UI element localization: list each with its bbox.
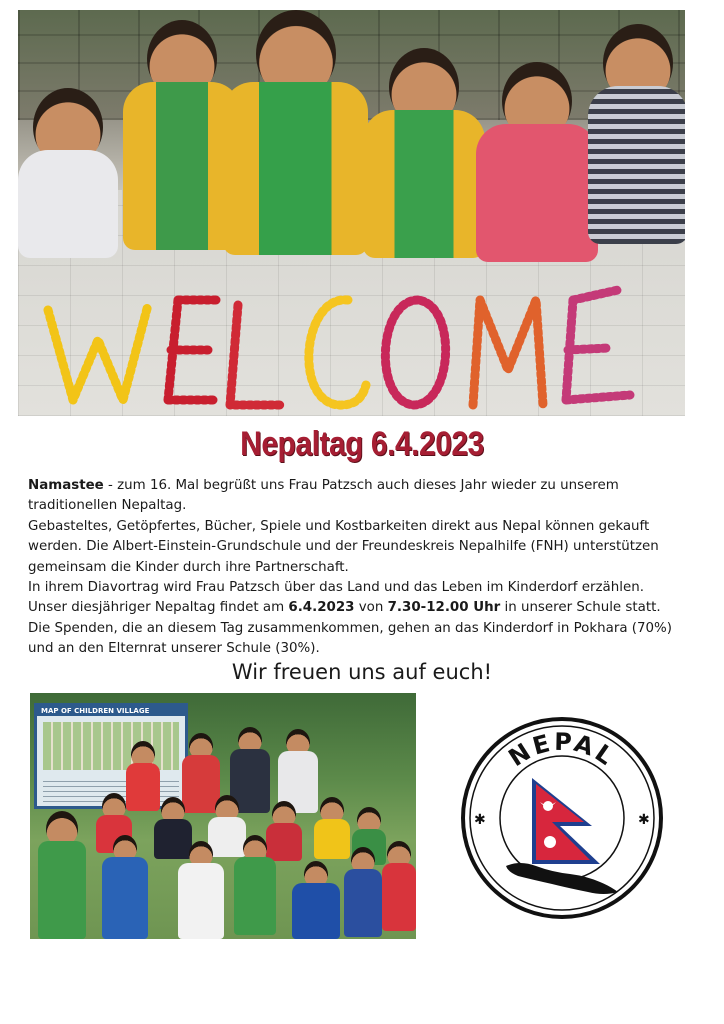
star-icon: ✱ [474, 812, 486, 828]
child [102, 835, 148, 939]
child [292, 861, 340, 939]
child [363, 48, 485, 258]
paragraph-talk: In ihrem Diavortrag wird Frau Patzsch über das Land und das Leben im Kinderdorf erzählen. [28, 580, 644, 596]
child [38, 811, 86, 939]
paragraph-donations: Die Spenden, die an diesem Tag zusammenkommen, gehen an das Kinderdorf in Pokhara (70%) und an den Elternrat unserer Schule (30%). [28, 620, 672, 657]
event-date: 6.4.2023 [288, 600, 355, 616]
child [178, 841, 224, 939]
flower-welcome [18, 260, 685, 416]
paragraph-sale: Gebasteltes, Getöpfertes, Bücher, Spiele und Kostbarkeiten direkt aus Nepal können gekauft werden. Die Albert-Einstein-Grundschule und der Freundeskreis Nepalhilfe (FNH) unterstützen gemeinsam die Kinder durch ihre Partnerschaft. [28, 518, 659, 575]
greeting: Namastee [28, 478, 104, 493]
map-board-title: MAP OF CHILDREN VILLAGE [37, 706, 185, 716]
star-icon: ✱ [638, 812, 650, 828]
child [382, 841, 416, 931]
child [588, 24, 685, 244]
paragraph-date: Unser diesjähriger Nepaltag findet am 6.4.2023 von 7.30-12.00 Uhr in unserer Schule statt. [28, 600, 661, 616]
child [476, 62, 598, 262]
child [344, 847, 382, 937]
children-village-photo [30, 693, 416, 939]
nepal-stamp [460, 716, 664, 920]
child [234, 835, 276, 935]
child [223, 10, 368, 255]
paragraph-intro: Namastee - zum 16. Mal begrüßt uns Frau Patzsch auch dieses Jahr wieder zu unserem traditionellen Nepaltag. [28, 478, 619, 514]
welcome-photo [18, 10, 685, 416]
child [18, 88, 118, 258]
closing-line: Wir freuen uns auf euch! [231, 660, 493, 684]
event-time: 7.30-12.00 Uhr [387, 600, 501, 616]
stamp-label: NEPAL [503, 727, 621, 773]
body-text [28, 476, 700, 660]
page-title: Nepaltag 6.4.2023 [240, 425, 484, 463]
